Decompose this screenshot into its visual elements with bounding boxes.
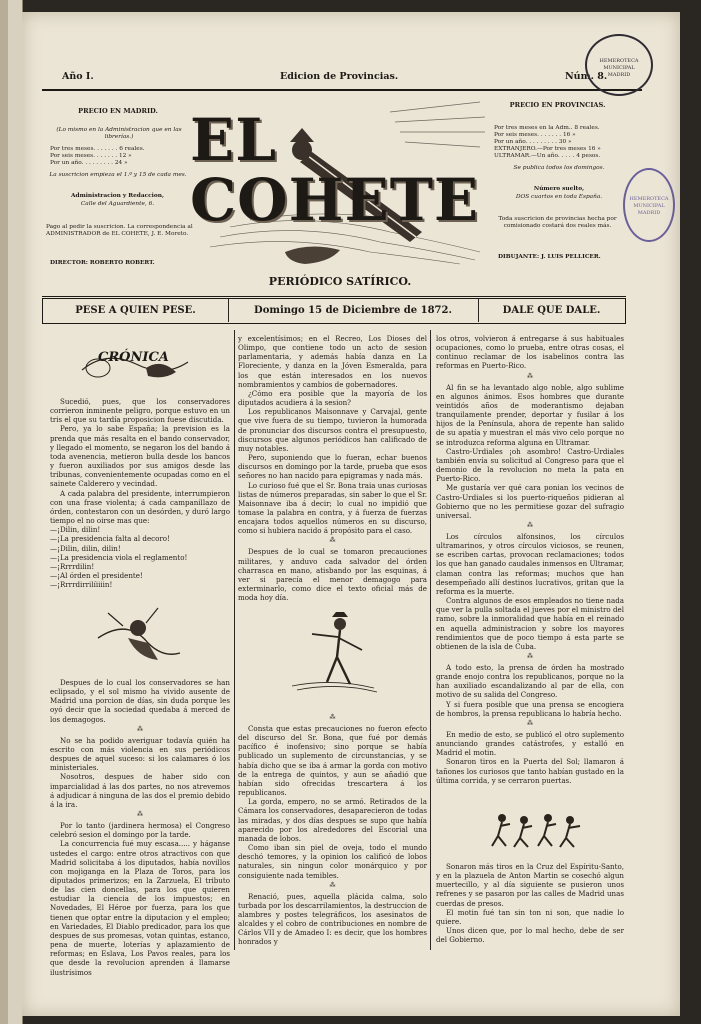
province-price-row: EXTRANJERO.—Por tres meses 16 » [494, 146, 601, 152]
column-2-bottom [238, 712, 427, 947]
column-1-bottom [50, 678, 230, 977]
paragraph: Despues de lo cual los conservadores se han eclipsado, y el sol mismo ha vivido ausente de Madrid una porcion de días, sin duda porque les oyó decir que la sociedad quedaba á merced de los demagogos. [50, 678, 230, 724]
paragraph: Renació, pues, aquella plácida calma, solo turbada por los descarrilamientos, la destruccion de alambres y postes telegráficos, los asesinatos de alcaldes y el cobro de contribuciones en nombre de Cárlos VII y de Amadeo I: es decir, que los hombres honrados y [238, 891, 427, 947]
column-1-top [50, 397, 230, 589]
province-note: Toda suscricion de provincias hecha por comisionado costará dos reales más. [498, 216, 617, 229]
paragraph: Contra algunos de esos empleados no tiene nada que ver la pulla soltada el jueves por el ministro del ramo, sobre la inmoralidad que había en el reinado en aquella administracion y sobre los mayores rendimientos que de poco tiempo á esta parte se obtienen de la isla de Cuba. [436, 596, 624, 651]
dialog-line: —¡Rrrrdirrilíiiiin! [50, 580, 113, 590]
paragraph: y excelentísimos; en el Recreo, Los Dioses del Olimpo, que contiene todo un acto de sesion parlamentaria, y además había danza en La Floreciente, y danza en la Jóven Esmeralda, para los que están interesados en los nuevos nombramientos y cambios de gobernadores. [238, 334, 427, 389]
edition-label: Edicion de Provincias. [280, 71, 399, 82]
illustration-soldier [282, 612, 382, 694]
illustrator-line: DIBUJANTE: J. LUIS PELLICER. [498, 254, 601, 260]
paragraph: Al fin se ha levantado algo noble, algo sublime en algunos ánimos. Esos hombres que durante veintidós años de moderantismo dejaban tranquilamente prender, deportar y fusilar á los hijos de la Península, ahora de repente han salido de su apatía y muestran el más vivo celo porque no se introduzca reforma alguna en Ultramar. [436, 382, 624, 447]
madrid-price-row: Por tres meses. . . . . . . 6 reales. [50, 146, 145, 152]
binding-shadow [0, 0, 8, 1024]
province-price-row: Por tres meses en la Adm.. 8 reales. [494, 125, 600, 131]
admin-address: Calle del Aguardiente, 6. [80, 201, 155, 207]
sample-title: Número suelto, [533, 186, 585, 192]
paragraph: En medio de esto, se publicó el otro suplemento anunciando grandes catástrofes, y estalló en Madrid el motin. [436, 729, 624, 758]
madrid-price-heading: PRECIO EN MADRID. [78, 107, 158, 115]
date-banner [42, 298, 626, 324]
section-separator: ⁂ [527, 653, 533, 660]
paragraph: Sonaron más tiros en la Cruz del Espíritu-Santo, y en la plazuela de Anton Martin se cosechó algun muertecillo, y al día siguiente se pusieron unos refrenes y se pasaron por las calles de Madrid unas cuerdas de presos. [436, 862, 624, 908]
admin-title: Administracion y Redaccion, [71, 193, 164, 199]
paragraph: Pero, suponiendo que lo fueran, echar buenos discursos en domingo por la tarde, prueba que esos señores no han nacido para epigramas y nada más. [238, 453, 427, 481]
madrid-price-row: Por un año. . . . . . . . . 24 » [50, 160, 128, 166]
section-separator: ⁂ [527, 521, 533, 529]
paragraph: A cada palabra del presidente, interrumpieron con una frase violenta; á cada campanillazo de órden, contestaron con un desórden, y duró largo tiempo el no oirse mas que: [50, 488, 230, 526]
library-stamp-side [623, 168, 675, 242]
paragraph: ¿Cómo era posible que la mayoría de los diputados acudiera á la sesion? [238, 388, 427, 408]
paragraph: Unos dicen que, por lo mal hecho, debe de ser del Gobierno. [436, 926, 624, 945]
province-price-row: Por seis meses. . . . . . . 16 » [494, 132, 576, 138]
province-price-heading: PRECIO EN PROVINCIAS. [509, 101, 606, 109]
cronica-heading: CRÓNICA [98, 350, 169, 365]
director-line: DIRECTOR: ROBERTO ROBERT. [50, 260, 155, 266]
madrid-price-note: (Lo mismo en la Administracion que en las librerías.) [56, 127, 182, 140]
column-rule [234, 330, 235, 950]
soldier-figure [282, 612, 382, 694]
dialog-line: —¡Al órden el presidente! [50, 570, 143, 580]
subscription-start: La suscricion empieza el 1.º y 15 de cada mes. [49, 172, 187, 178]
paragraph: Por lo tanto (jardinera hermosa) el Congreso celebró sesion el domingo por la tarde. [50, 821, 230, 840]
dialog-line: —¡La presidencia viola el reglamento! [50, 552, 188, 562]
column-rule [430, 330, 431, 950]
paragraph: Nosotros, despues de haber sido con imparcialidad á las dos partes, no nos atrevemos á adjudicar á ninguna de las dos el premio debido á la ira. [50, 772, 230, 809]
illustration-dancer [88, 598, 188, 668]
paragraph: Castro-Urdiales ¡oh asombro! Castro-Urdiales también envía su solicitud al Congreso para que el demonio de la revolucion no meta la pata en Puerto-Rico. [436, 446, 624, 484]
published-note: Se publica todos los domingos. [513, 165, 605, 171]
section-separator: ⁂ [329, 537, 336, 545]
paragraph: Como iban sin piel de oveja, todo el mundo deschó temores, y la opinion los calificó de lobos naturales, sin ningun color monárquico y por consiguiente nada temibles. [238, 843, 427, 880]
dialog-line: —¡Rrrrdilin! [50, 561, 95, 571]
paragraph: Sucedió, pues, que los conservadores corrieron inminente peligro, porque estuvo en un tris el que su tardía proposicion fuese discutida. [50, 397, 230, 425]
paragraph: La concurrencia fué muy escasa..... y háganse ustedes el cargo: entre otros atractivos con que Madrid solicitaba á los diputados, había novillos con mojiganga en la Plaza de Toros, para los diputados primerizos; en la Zarzuela, El tributo de las cien doncellas, para los que quieren estudiar la ciencia de los impuestos; en Novedades, El Héroe por fuerza, para los que tienen que optar entre la diputacion y el empleo; en Variedades, El Diablo predicador, para los que despues de sus promesas, votan quintas, estanco, pena de muerte, loterías y aplazamiento de reformas; en Eslava, Los Pavos reales, para los que desde la revolucion aprenden á llamarse ilustrísimos [50, 839, 230, 977]
section-separator: ⁂ [527, 372, 533, 380]
cronica-vignette [76, 338, 194, 392]
masthead-rule [42, 89, 642, 91]
issue-date: Domingo 15 de Diciembre de 1872. [254, 305, 452, 316]
sample-price: DOS cuartos en toda España. [515, 194, 603, 200]
issue-label: Año I. [62, 71, 94, 82]
running-figures [490, 810, 586, 850]
illustration-runners [490, 810, 586, 850]
paragraph: Me gustaría ver qué cara ponian los vecinos de Castro-Urdiales si los puerto-riqueños pidieran al Gobierno que no les permitiese gozar del sufragio universal. [436, 483, 624, 520]
paragraph: Consta que estas precauciones no fueron efecto del discurso del Sr. Bona, que fué por demás pacífico é inofensivo; sino porque se había publicado un suplemento de circunstancias, y se había dicho que se iba á armar la gorda con motivo de la entrega de quintos, y aun se añadió que habían sido ofrecidas trescartera á los republicanos. [238, 724, 427, 798]
paragraph: Pero, ya lo sabe España; la prevision es la prenda que más resalta en el bando conservador, y llegado el momento, se negaron los del bando á toda avenencia, metieron bulla desde los bancos y fueron auxiliados por sus amigos desde las tribunas, convenientemente ocupadas como en el sainete Calderero y vecindad. [50, 424, 230, 489]
stamp-text: HEMEROTECA MUNICIPAL MADRID [599, 58, 639, 78]
paragraph: No se ha podido averiguar todavía quién ha escrito con más violencia en sus periódicos despues de aquel suceso: si los calamares ó los ministeriales. [50, 735, 230, 773]
paragraph: Despues de lo cual se tomaron precauciones militares, y anduvo cada salvador del órden charrasca en mano, atisbando por las esquinas, á ver si parecía el menor demagogo para exterminarlo, como dice el texto oficial más de moda hoy día. [238, 547, 427, 603]
column-3-top [436, 334, 624, 785]
caricature-figure [88, 598, 188, 668]
section-separator: ⁂ [329, 881, 336, 889]
dialog-line: —¡Dilin, dilin! [50, 525, 101, 535]
province-price-row: Por un año. . . . . . . . . 30 » [494, 139, 572, 145]
banner-divider [228, 299, 229, 322]
paragraph: La gorda, empero, no se armó. Retirados de la Cámara los conservadores, desaparecieron de todas las miradas, y dos días despues se supo que había aparecido por los alrededores del Escorial una manada de lobos. [238, 797, 427, 843]
paragraph: los otros, volvieron á entregarse á sus habituales ocupaciones, como lo prueba, entre otras cosas, el continuo reclamar de los isabelinos contra las reformas en Puerto-Rico. [436, 334, 624, 371]
dialog-line: —¡Dilin, dilin, dilin! [50, 543, 121, 553]
section-separator: ⁂ [329, 714, 336, 721]
paragraph: Sonaron tiros en la Puerta del Sol; llamaron á tañones los curiosos que tanto habían gustado en la última corrida, y se cerraron puertas. [436, 757, 624, 785]
section-separator: ⁂ [137, 725, 143, 733]
banner-left-motto: PESE A QUIEN PESE. [75, 305, 196, 316]
dialog-line: —¡La presidencia falta al decoro! [50, 534, 170, 544]
masthead-title-art [190, 92, 490, 270]
paragraph: Los republicanos Maisonnave y Carvajal, gente que vive fuera de su tiempo, tuvieron la humorada de pronunciar dos discursos contra el presupuesto, discursos que algunos periódicos han calificado de muy notables. [238, 407, 427, 453]
column-2-top [238, 334, 427, 602]
province-price-row: ULTRAMAR.—Un año. . . . . 4 pesos. [494, 153, 601, 159]
paragraph: El motin fué tan sin ton ni son, que nadie lo quiere. [436, 907, 624, 926]
banner-top-rule [42, 296, 626, 297]
paragraph: Los círculos alfonsinos, los círculos ultramarinos, y otros círculos viciosos, se reunen, se escriben cartas, provocan reclamaciones; todos los que han ganado caudales inmensos en Ultramar, claman contra las reformas; muchos que han desempeñado allí destinos lucrativos, gritan que la reforma es la muerte. [436, 531, 624, 596]
paragraph: A todo esto, la prensa de órden ha mostrado grande enojo contra los republicanos, porque no la han auxiliado escandalizando al par de ella, con motivo de su salida del Congreso. [436, 663, 624, 700]
column-3-bottom [436, 862, 624, 944]
cronica-heading-art [76, 338, 194, 392]
paragraph: Lo curioso fué que el Sr. Bona traia unas curiosas listas de números preparadas, sin saber lo que el Sr. Maisonnave iba á decir; lo cual no impidió que tomase la palabra en contra, y á fuerza de fuerzas encajara todos aquellos números en su discurso, como si hubiera nacido á propósito para el caso. [238, 480, 427, 536]
newspaper-title: EL COHETE [190, 106, 480, 234]
stamp-text: HEMEROTECA MUNICIPAL MADRID [629, 196, 669, 216]
number-label: Núm. 8. [565, 71, 608, 82]
section-separator: ⁂ [137, 811, 143, 819]
paragraph: Y si fuera posible que una prensa se encogiera de hombros, la prensa republicana lo habría hecho. [436, 699, 624, 718]
payment-note: Pago al pedir la suscricion. La correspondencia al ADMINISTRADOR de EL COHETE, J. E. Moreto. [46, 224, 193, 237]
library-stamp-top [585, 34, 653, 96]
newspaper-subtitle: PERIÓDICO SATÍRICO. [268, 275, 412, 288]
banner-right-motto: DALE QUE DALE. [502, 305, 601, 316]
section-separator: ⁂ [527, 719, 533, 727]
banner-divider [478, 299, 479, 322]
madrid-price-row: Por seis meses. . . . . . . 12 » [50, 153, 132, 159]
